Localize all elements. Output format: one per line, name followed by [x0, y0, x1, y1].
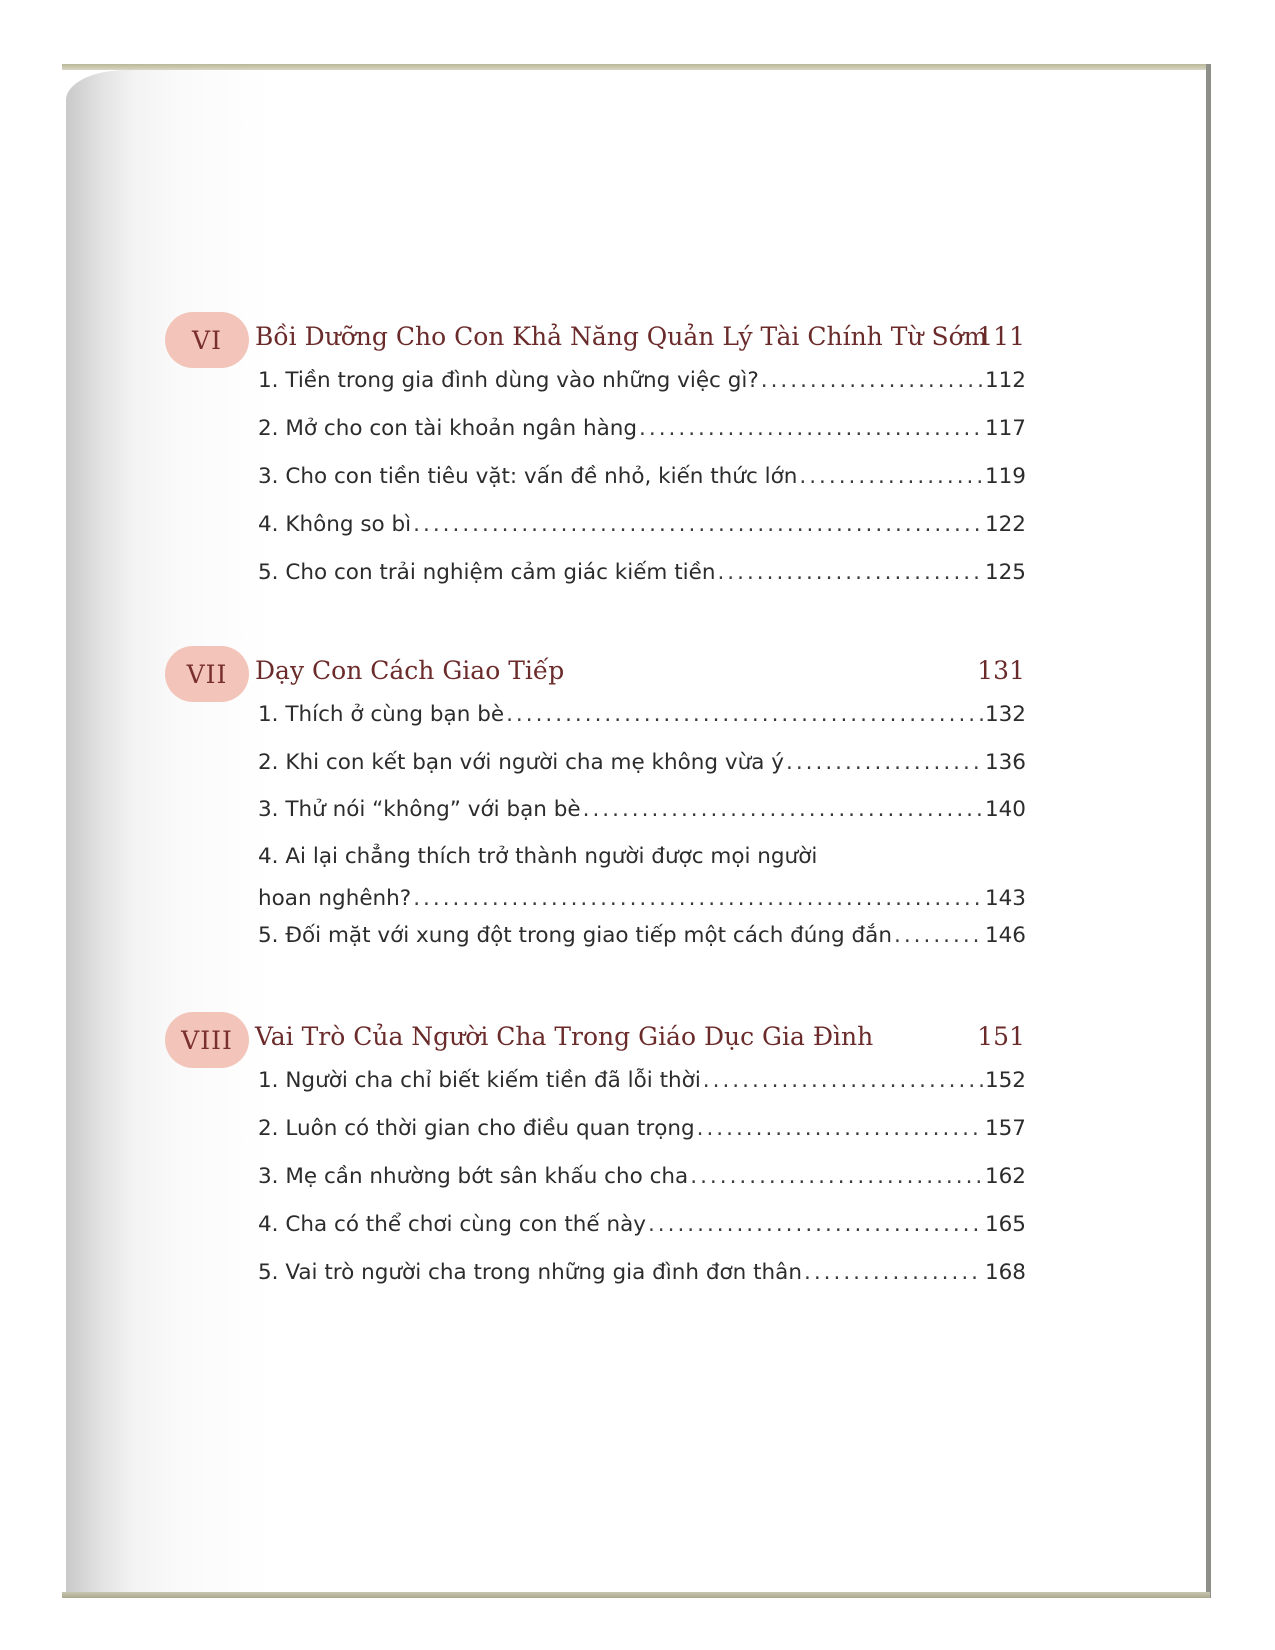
toc-entry-page: 157 — [984, 1116, 1026, 1141]
toc-leader-dots — [717, 560, 983, 585]
toc-leader-dots — [639, 416, 983, 441]
toc-entry-title: 2. Khi con kết bạn với người cha mẹ không vừa ý — [258, 750, 784, 775]
toc-entry — [258, 464, 1026, 489]
toc-entry-title: 5. Cho con trải nghiệm cảm giác kiếm tiền — [258, 560, 716, 585]
toc-entry-page: 119 — [984, 464, 1026, 489]
toc-leader-dots — [761, 368, 983, 393]
toc-entry-page: 140 — [984, 797, 1026, 822]
chapter-number-badge: VI — [165, 312, 249, 368]
toc-leader-dots — [583, 797, 983, 822]
toc-entry-title-continued: hoan nghênh? — [258, 886, 412, 911]
toc-entry-page: 136 — [984, 750, 1026, 775]
book-edge-bottom — [62, 1592, 1210, 1598]
toc-entry — [258, 702, 1026, 727]
toc-leader-dots — [703, 1068, 983, 1093]
toc-entry-page: 152 — [984, 1068, 1026, 1093]
chapter-title: Vai Trò Của Người Cha Trong Giáo Dục Gia Đình — [255, 1022, 874, 1051]
toc-entry — [258, 1116, 1026, 1141]
toc-entry-title: 4. Không so bì — [258, 512, 412, 537]
toc-entry-title: 1. Tiền trong gia đình dùng vào những việc gì? — [258, 368, 759, 393]
toc-entry — [258, 368, 1026, 393]
toc-entry-page: 162 — [984, 1164, 1026, 1189]
toc-entry — [258, 1068, 1026, 1093]
chapter-number-badge: VIII — [165, 1012, 249, 1068]
toc-entry — [258, 560, 1026, 585]
toc-leader-dots — [506, 702, 983, 727]
toc-entry — [258, 1260, 1026, 1285]
toc-entry-page: 143 — [984, 886, 1026, 911]
toc-entry-title: 2. Luôn có thời gian cho điều quan trọng — [258, 1116, 695, 1141]
toc-entry — [258, 750, 1026, 775]
chapter-page-number: 151 — [977, 1022, 1025, 1051]
toc-entry — [258, 844, 1026, 911]
toc-entry-title: 3. Thử nói “không” với bạn bè — [258, 797, 581, 822]
chapter-title: Dạy Con Cách Giao Tiếp — [255, 656, 565, 685]
toc-entry — [258, 512, 1026, 537]
toc-leader-dots — [413, 886, 983, 911]
toc-entry-title: 5. Đối mặt với xung đột trong giao tiếp một cách đúng đắn — [258, 923, 892, 948]
toc-entry-page: 125 — [984, 560, 1026, 585]
toc-entry-page: 112 — [984, 368, 1026, 393]
toc-entry-page: 168 — [984, 1260, 1026, 1285]
toc-entry-title: 1. Thích ở cùng bạn bè — [258, 702, 505, 727]
toc-entry-title: 3. Mẹ cần nhường bớt sân khấu cho cha — [258, 1164, 689, 1189]
book-edge-right — [1206, 64, 1211, 1598]
toc-entry-page: 117 — [984, 416, 1026, 441]
toc-leader-dots — [799, 464, 983, 489]
toc-leader-dots — [804, 1260, 983, 1285]
toc-entry — [258, 1212, 1026, 1237]
chapter-number-badge: VII — [165, 646, 249, 702]
toc-entry-page: 165 — [984, 1212, 1026, 1237]
toc-leader-dots — [786, 750, 983, 775]
toc-leader-dots — [894, 923, 983, 948]
toc-entry-title: 1. Người cha chỉ biết kiếm tiền đã lỗi thời — [258, 1068, 701, 1093]
toc-entry — [258, 923, 1026, 948]
chapter-title: Bồi Dưỡng Cho Con Khả Năng Quản Lý Tài Chính Từ Sớm — [255, 322, 988, 351]
toc-entry-title: 4. Cha có thể chơi cùng con thế này — [258, 1212, 646, 1237]
toc-entry-title: 5. Vai trò người cha trong những gia đình đơn thân — [258, 1260, 802, 1285]
toc-entry-title: 4. Ai lại chẳng thích trở thành người được mọi người — [258, 844, 818, 869]
book-page — [66, 70, 1206, 1592]
toc-entry-title: 2. Mở cho con tài khoản ngân hàng — [258, 416, 638, 441]
toc-entry — [258, 416, 1026, 441]
toc-entry-page: 146 — [984, 923, 1026, 948]
toc-entry — [258, 797, 1026, 822]
toc-leader-dots — [648, 1212, 983, 1237]
toc-leader-dots — [690, 1164, 983, 1189]
toc-leader-dots — [413, 512, 983, 537]
toc-entry-page: 132 — [984, 702, 1026, 727]
toc-entry — [258, 1164, 1026, 1189]
toc-leader-dots — [697, 1116, 983, 1141]
toc-entry-page: 122 — [984, 512, 1026, 537]
chapter-page-number: 111 — [977, 322, 1025, 351]
toc-entry-title: 3. Cho con tiền tiêu vặt: vấn đề nhỏ, kiến thức lớn — [258, 464, 798, 489]
chapter-page-number: 131 — [977, 656, 1025, 685]
